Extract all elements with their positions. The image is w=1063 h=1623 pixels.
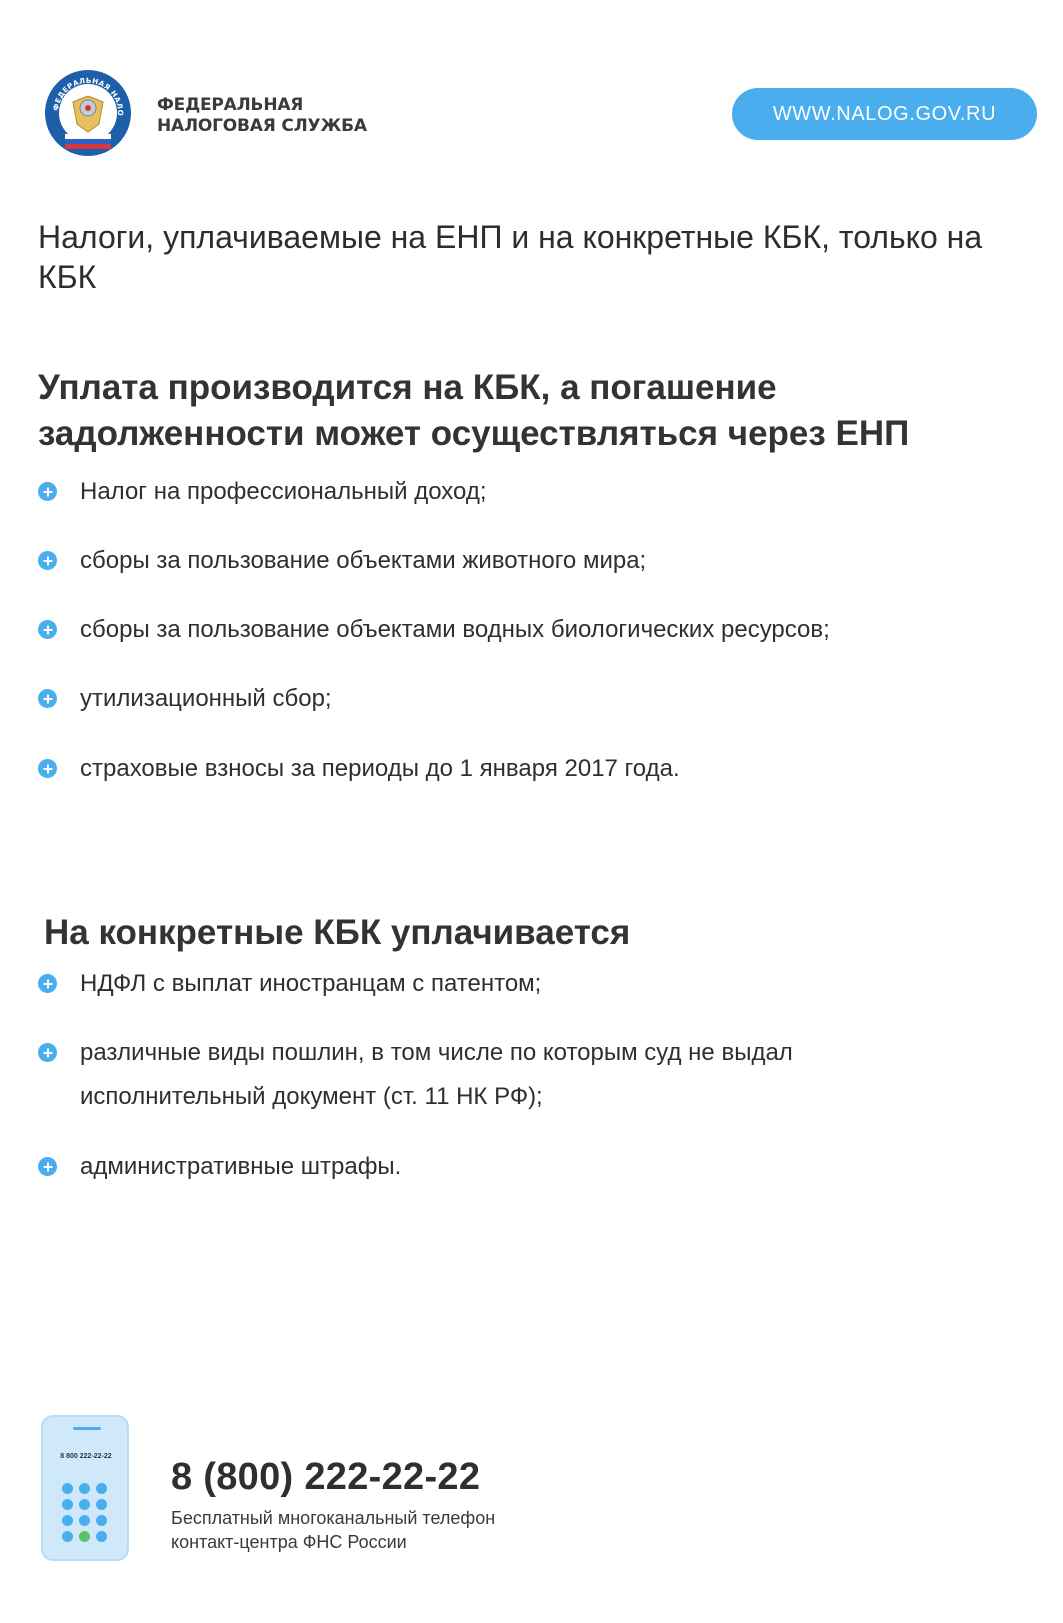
fns-emblem-icon xyxy=(43,68,133,158)
emblem-ring-text: ФЕДЕРАЛЬНАЯ НАЛО xyxy=(50,75,126,117)
list-item-text: страховые взносы за периоды до 1 января 2017 года. xyxy=(80,755,680,782)
plus-circle-icon xyxy=(38,1043,57,1062)
plus-circle-icon xyxy=(38,759,57,778)
list-item-text: НДФЛ с выплат иностранцам с патентом; xyxy=(80,970,542,997)
keypad-dot xyxy=(62,1483,73,1494)
plus-circle-icon xyxy=(38,551,57,570)
keypad-dot xyxy=(62,1531,73,1542)
plus-circle-icon xyxy=(38,482,57,501)
header xyxy=(0,0,1063,190)
keypad-dot xyxy=(96,1499,107,1510)
plus-circle-icon xyxy=(38,689,57,708)
phone-keypad xyxy=(62,1483,110,1542)
org-name-line1: ФЕДЕРАЛЬНАЯ xyxy=(157,95,304,115)
list-item-text: административные штрафы. xyxy=(80,1153,402,1180)
hotline-caption-line2: контакт-центра ФНС России xyxy=(171,1532,407,1552)
org-name xyxy=(157,95,367,137)
keypad-dot xyxy=(96,1515,107,1526)
keypad-dot xyxy=(79,1483,90,1494)
phone-icon xyxy=(41,1415,129,1561)
section-heading-enp: Уплата производится на КБК, а погашение задолженности может осуществляться через ЕНП xyxy=(38,368,910,453)
list-item-text: различные виды пошлин, в том числе по которым суд не выдал исполнительный документ (ст. 11 НК РФ); xyxy=(80,1039,793,1110)
hotline-caption-line1: Бесплатный многоканальный телефон xyxy=(171,1508,496,1528)
keypad-dot xyxy=(62,1499,73,1510)
keypad-dot xyxy=(96,1483,107,1494)
hotline-caption xyxy=(171,1506,495,1554)
list-item-text: утилизационный сбор; xyxy=(80,685,332,712)
list-item-text: сборы за пользование объектами животного мира; xyxy=(80,547,647,574)
keypad-dot-green xyxy=(79,1531,90,1542)
keypad-dot xyxy=(79,1499,90,1510)
plus-circle-icon xyxy=(38,1157,57,1176)
org-name-line2: НАЛОГОВАЯ СЛУЖБА xyxy=(157,116,367,136)
list-item-text: Налог на профессиональный доход; xyxy=(80,478,487,505)
hotline-phone-number[interactable]: 8 (800) 222-22-22 xyxy=(171,1456,481,1498)
keypad-dot xyxy=(62,1515,73,1526)
section-heading-kbk: На конкретные КБК уплачивается xyxy=(44,913,631,952)
phone-speaker xyxy=(73,1427,101,1430)
keypad-dot xyxy=(79,1515,90,1526)
site-link-button[interactable]: WWW.NALOG.GOV.RU xyxy=(732,88,1037,140)
plus-circle-icon xyxy=(38,620,57,639)
list-item-text: сборы за пользование объектами водных биологических ресурсов; xyxy=(80,616,830,643)
phone-icon-number: 8 800 222-22-22 xyxy=(60,1453,112,1460)
page-title: Налоги, уплачиваемые на ЕНП и на конкретные КБК, только на КБК xyxy=(38,219,983,295)
plus-circle-icon xyxy=(38,974,57,993)
keypad-dot xyxy=(96,1531,107,1542)
